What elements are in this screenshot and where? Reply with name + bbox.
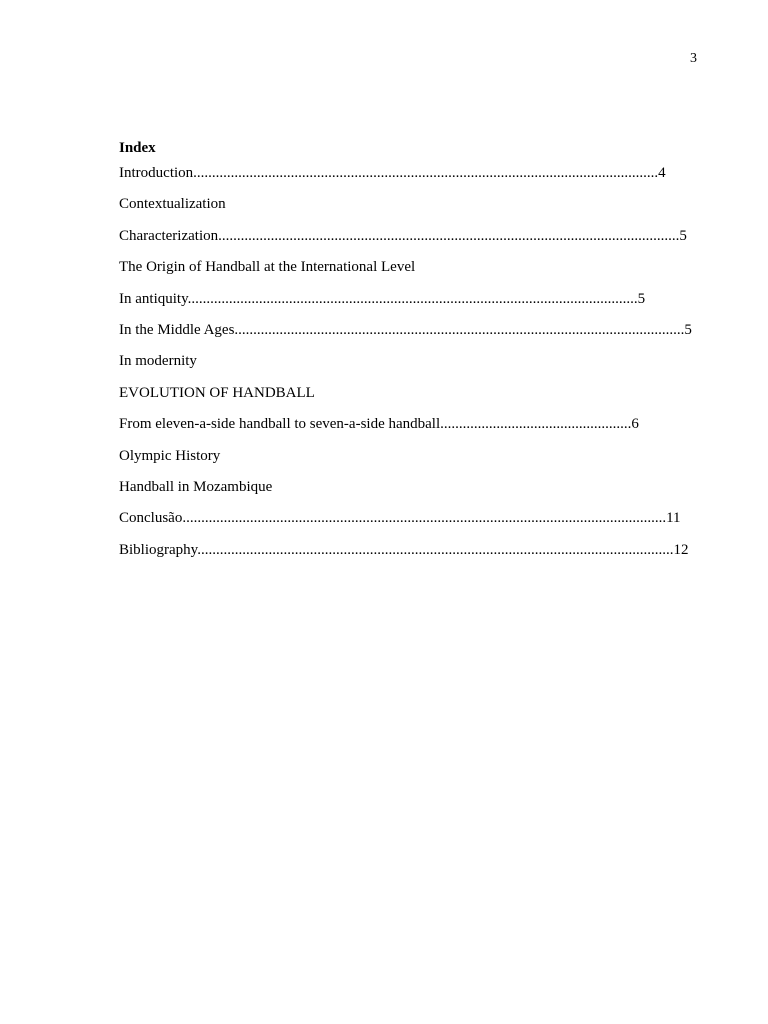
toc-entry-text: Characterization: [119, 227, 219, 244]
toc-page-number: 5: [679, 227, 687, 244]
toc-entry-text: Contextualization: [119, 196, 226, 213]
toc-entry-text: In modernity: [119, 353, 197, 370]
toc-entry-text: Handball in Mozambique: [119, 478, 273, 495]
toc-entry-olympic-history: [119, 447, 739, 478]
toc-page-number: 5: [684, 321, 692, 338]
toc-entry-middle-ages: [119, 321, 739, 352]
toc-page-number: 6: [631, 416, 639, 433]
toc-entry-evolution: [119, 384, 739, 415]
toc-page-number: 5: [637, 290, 646, 307]
table-of-contents: [119, 164, 739, 572]
toc-leader-dots: ...................................................: [440, 416, 632, 433]
toc-leader-dots: ........................................................................................................................: [234, 321, 685, 338]
toc-entry-text: Olympic History: [119, 447, 221, 464]
toc-entry-modernity: [119, 352, 739, 383]
toc-leader-dots: ...............................................................................................................................: [197, 541, 674, 558]
toc-entry-eleven-to-seven: [119, 415, 739, 446]
toc-entry-text: In the Middle Ages: [119, 321, 235, 338]
toc-entry-conclusao: [119, 509, 739, 540]
toc-entry-text: The Origin of Handball at the International Level: [119, 259, 416, 276]
toc-entry-mozambique: [119, 478, 739, 509]
toc-entry-introduction: [119, 164, 739, 195]
toc-entry-contextualization: [119, 195, 739, 226]
toc-leader-dots: .................................................................................................................................: [182, 510, 667, 527]
toc-leader-dots: ........................................................................................................................: [187, 290, 638, 307]
toc-entry-origin-international: [119, 258, 739, 289]
toc-page-number: 12: [673, 541, 689, 558]
toc-leader-dots: ...........................................................................................................................: [218, 227, 680, 244]
toc-page-number: 11: [666, 510, 681, 527]
toc-entry-characterization: [119, 227, 739, 258]
toc-entry-text: From eleven-a-side handball to seven-a-side handball: [119, 416, 441, 433]
toc-entry-text: Conclusão: [119, 510, 183, 527]
toc-entry-antiquity: [119, 290, 739, 321]
toc-entry-text: In antiquity: [119, 290, 188, 307]
toc-entry-text: Bibliography: [119, 541, 198, 558]
index-heading: Index: [119, 140, 156, 156]
toc-page-number: 4: [658, 165, 666, 181]
page-number: 3: [690, 51, 697, 66]
toc-entry-text: EVOLUTION OF HANDBALL: [119, 384, 315, 401]
toc-leader-dots: ............................................................................................................................: [193, 165, 659, 181]
toc-entry-bibliography: [119, 541, 739, 572]
toc-entry-text: Introduction: [119, 165, 194, 181]
